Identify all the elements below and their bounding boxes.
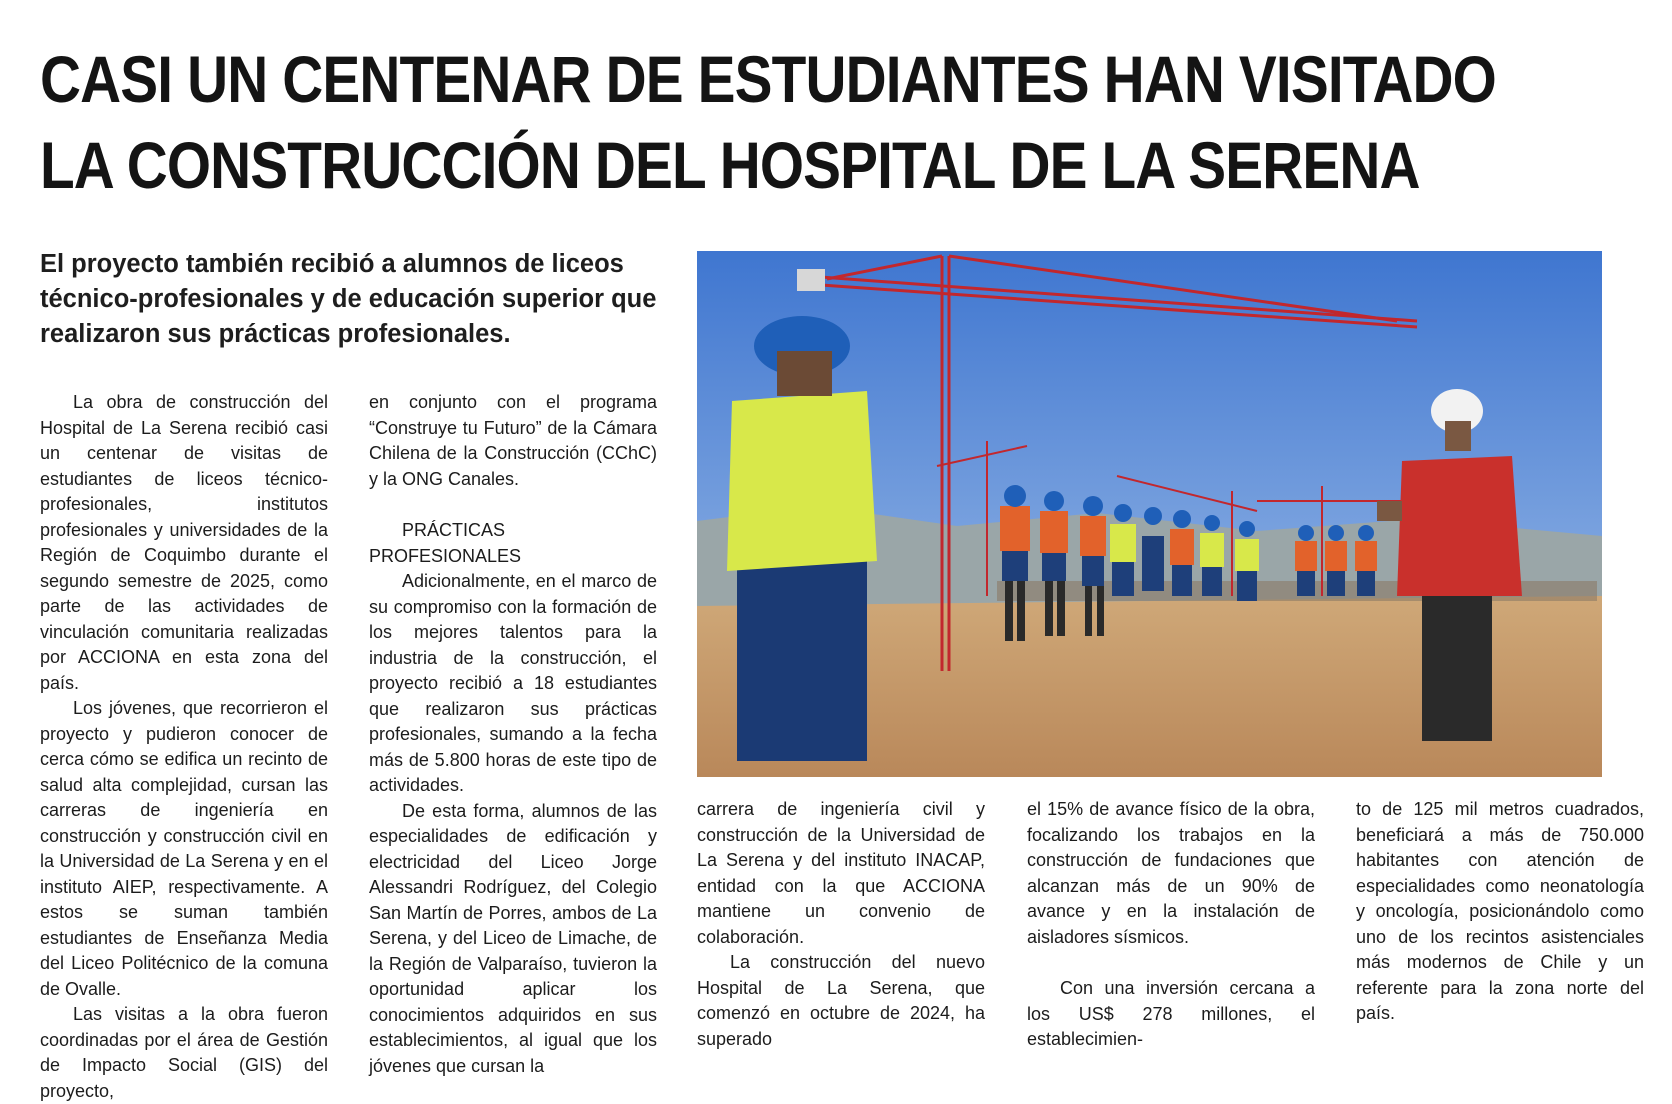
col1-paragraph-1: La obra de construcción del Hospital de La Serena recibió casi un centenar de visitas de estudiantes de liceos técnico-profesionales, institutos profesionales y universidades de la Región de Coquimbo durante el segundo semestre de 2025, como parte de las actividades de vinculación comunitaria realizadas por ACCIONA en esta zona del país. (40, 392, 328, 693)
col3-paragraph-2: La construcción del nuevo Hospital de La Serena, que comenzó en octubre de 2024, ha superado (697, 952, 985, 1049)
headline-line-2: LA CONSTRUCCIÓN DEL HOSPITAL DE LA SERENA (40, 128, 1420, 202)
col4-paragraph-2: Con una inversión cercana a los US$ 278 millones, el establecimien- (1027, 978, 1315, 1049)
col4-paragraph-1: el 15% de avance físico de la obra, focalizando los trabajos en la construcción de fundaciones que alcanzan más de un 90% de avance y en la instalación de aisladores sísmicos. (1027, 799, 1315, 947)
col5-paragraph-1: to de 125 mil metros cuadrados, beneficiará a más de 750.000 habitantes con atención de especialidades como neonatología y oncología, posicionándolo como uno de los recintos asistenciales más modernos de Chile y un referente para la zona norte del país. (1356, 799, 1644, 1023)
headline-line-1: CASI UN CENTENAR DE ESTUDIANTES HAN VISITADO (40, 42, 1496, 116)
crane-counterweight (797, 269, 825, 291)
col3-paragraph-1: carrera de ingeniería civil y construcción de la Universidad de La Serena y del instituto INACAP, entidad con la que ACCIONA mantiene un convenio de colaboración. (697, 799, 985, 947)
col2-paragraph-3: De esta forma, alumnos de las especialidades de edificación y electricidad del Liceo Jorge Alessandri Rodríguez, del Colegio San Martín de Porres, ambos de La Serena, y del Liceo de Limache, de la Región de Valparaíso, tuvieron la oportunidad aplicar los conocimientos adquiridos en sus establecimientos, al igual que los jóvenes que cursan la (369, 800, 657, 1076)
column-1 (40, 390, 328, 1104)
col1-paragraph-2: Los jóvenes, que recorrieron el proyecto y pudieron conocer de cerca cómo se edifica un recinto de salud alta complejidad, cursan las carreras de ingeniería en construcción y construcción civil en la Universidad de La Serena y en el instituto AIEP, respectivamente. A estos se suman también estudiantes de Enseñanza Media del Liceo Politécnico de la comuna de Ovalle. (40, 698, 328, 999)
lead-paragraph: El proyecto también recibió a alumnos de liceos técnico-profesionales y de educación superior que realizaron sus prácticas profesionales. (40, 250, 657, 348)
column-4 (1027, 797, 1315, 1053)
col2-paragraph-2: Adicionalmente, en el marco de su compromiso con la formación de los mejores talentos para la industria de la construcción, el proyecto recibió a 18 estudiantes que realizaron sus prácticas profesionales, sumando a la fecha más de 5.800 horas de este tipo de actividades. (369, 571, 657, 795)
column-2 (369, 390, 657, 1079)
col2-paragraph-1: en conjunto con el programa “Construye tu Futuro” de la Cámara Chilena de la Construcción (CChC) y la ONG Canales. (369, 392, 657, 489)
construction-site-photo (697, 251, 1602, 777)
column-3 (697, 797, 985, 1052)
headline (40, 36, 1496, 208)
section-subhead: PRÁCTICAS PROFESIONALES (369, 520, 522, 566)
column-5 (1356, 797, 1644, 1027)
col1-paragraph-3: Las visitas a la obra fueron coordinadas por el área de Gestión de Impacto Social (GIS) del proyecto, (40, 1004, 328, 1101)
photo-illustration (697, 251, 1602, 777)
